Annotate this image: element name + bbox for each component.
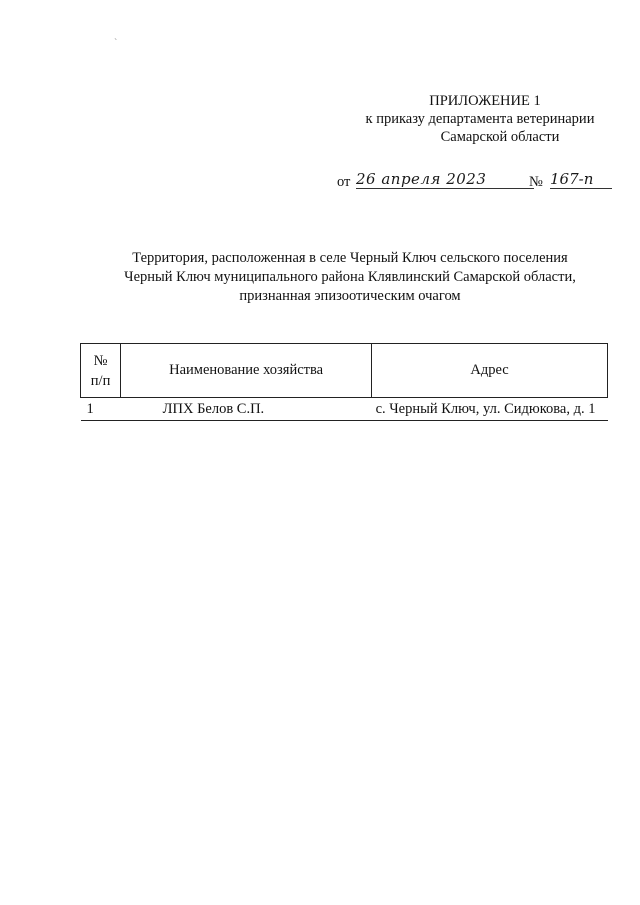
table-row [81, 398, 608, 421]
heading-line-1: Территория, расположенная в селе Черный Ключ сельского поселения [132, 250, 568, 266]
cell-farm-name: ЛПХ Белов С.П. [121, 398, 372, 421]
handwritten-number: 167-п [550, 170, 612, 189]
scan-speck: ` [114, 38, 118, 49]
appendix-title: ПРИЛОЖЕНИЕ 1 [429, 93, 541, 109]
farms-table [80, 343, 608, 421]
appendix-region: Самарской области [440, 129, 560, 145]
cell-address: с. Черный Ключ, ул. Сидюкова, д. 1 [372, 398, 608, 421]
from-label: от [337, 174, 351, 190]
header-farm-name: Наименование хозяйства [121, 344, 372, 398]
number-label: № [529, 174, 543, 190]
document-heading [60, 249, 640, 306]
header-address: Адрес [372, 344, 608, 398]
handwritten-date: 26 апреля 2023 [356, 170, 534, 189]
cell-number: 1 [81, 398, 121, 421]
header-number: № п/п [81, 344, 121, 398]
heading-line-3: признанная эпизоотическим очагом [239, 288, 461, 304]
appendix-order-ref: к приказу департамента ветеринарии [365, 111, 595, 127]
heading-line-2: Черный Ключ муниципального района Клявлинский Самарской области, [124, 269, 576, 285]
table-header-row [81, 344, 608, 398]
